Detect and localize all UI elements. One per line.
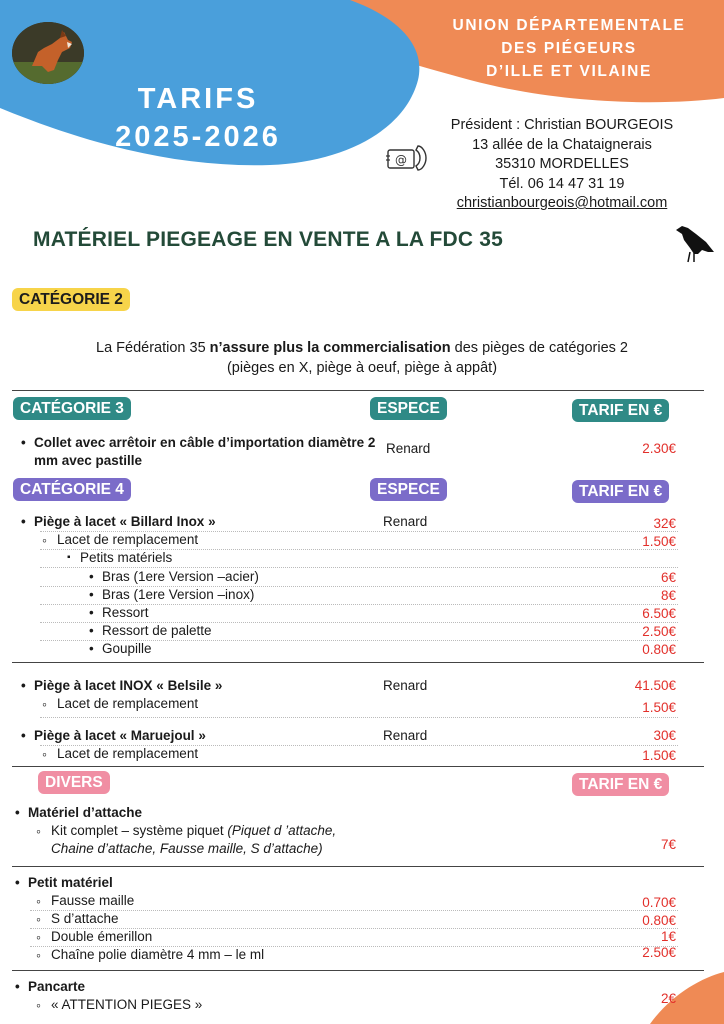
kit-text: Kit complet – système piquet [51,823,228,838]
category-2-note [40,338,684,378]
kit-price: 7€ [660,837,676,852]
petit-row: ◦ S d’attache [51,910,119,928]
note-bold: n’assure plus la commercialisation [209,340,451,356]
tarifs-label: TARIFS [137,83,259,115]
row-separator [30,910,678,911]
collet-price: 2.30€ [642,441,676,456]
email-link[interactable]: christianbourgeois@hotmail.com [456,195,668,211]
divider [12,766,704,767]
petit-price: 0.80€ [642,913,676,928]
maruejoul-lacet: ◦ Lacet de remplacement [57,745,198,763]
petit-row: ◦ Chaîne polie diamètre 4 mm – le ml [51,946,264,964]
attache-item: • Matériel d’attache [28,804,142,822]
petit-price: 0.70€ [642,895,676,910]
part-row: • Bras (1ere Version –acier) [102,568,259,586]
note-text: La Fédération 35 [96,340,210,356]
belsile-price: 41.50€ [634,678,676,693]
category-2-badge: CATÉGORIE 2 [12,288,130,311]
billard-item: • Piège à lacet « Billard Inox » [34,513,216,531]
collet-item-line1: • Collet avec arrêtoir en câble d’importation diamètre 2 [34,434,375,452]
crow-icon [672,220,716,266]
petit-price: 1€ [660,929,676,944]
belsile-item: • Piège à lacet INOX « Belsile » [34,677,222,695]
petit-price: 2.50€ [642,945,676,960]
tarif-header-4: TARIF EN € [572,480,669,503]
belsile-lacet: ◦ Lacet de remplacement [57,695,198,713]
kit-detail: (Piquet d ’attache, [227,823,337,838]
belsile-lacet-price: 1.50€ [642,700,676,715]
petit-row: ◦ Fausse maille [51,892,134,910]
pancarte-item: • Pancarte [28,978,85,996]
petits-materiels: ▪ Petits matériels [80,549,172,567]
kit-complet [51,822,336,840]
pancarte-price: 2€ [660,991,676,1006]
divider [12,662,704,663]
part-row: • Ressort [102,604,149,622]
part-row: • Ressort de palette [102,622,212,640]
maruejoul-item: • Piège à lacet « Maruejoul » [34,727,206,745]
belsile-species: Renard [383,678,428,693]
org-line-1: UNION DÉPARTEMENTALE [452,17,686,34]
divider [12,970,704,971]
divers-badge: DIVERS [38,771,110,794]
part-price: 6.50€ [642,606,676,621]
divider [12,390,704,391]
billard-lacet: ◦ Lacet de remplacement [57,531,198,549]
maruejoul-lacet-price: 1.50€ [642,748,676,763]
kit-detail-line2: Chaine d’attache, Fausse maille, S d’attache) [51,841,323,856]
tarifs-year: 2025-2026 [115,121,281,153]
maruejoul-species: Renard [383,728,428,743]
email-phone-icon [386,142,430,174]
pancarte-sub: ◦ « ATTENTION PIEGES » [51,996,202,1014]
tarif-header: TARIF EN € [572,399,669,422]
address-line-2: 35310 MORDELLES [495,156,629,172]
petit-row: ◦ Double émerillon [51,928,152,946]
row-separator [40,717,678,718]
collet-item-line2: mm avec pastille [34,453,143,468]
part-price: 6€ [660,570,676,585]
phone-number: Tél. 06 14 47 31 19 [499,175,625,192]
page-title: MATÉRIEL PIEGEAGE EN VENTE A LA FDC 35 [33,228,504,251]
org-line-3: D’ILLE ET VILAINE [486,63,652,80]
tarifs-heading [80,80,316,156]
part-price: 8€ [660,588,676,603]
billard-price: 32€ [653,516,676,531]
maruejoul-price: 30€ [653,728,676,743]
part-row: • Bras (1ere Version –inox) [102,586,254,604]
organization-name [430,14,708,83]
part-price: 0.80€ [642,642,676,657]
billard-lacet-price: 1.50€ [642,534,676,549]
svg-text:@: @ [395,153,407,167]
fox-photo [12,22,84,84]
president: Président : Christian BOURGEOIS [450,117,674,133]
tarif-header-divers: TARIF EN € [572,773,669,796]
category-3-badge: CATÉGORIE 3 [13,397,131,420]
org-line-2: DES PIÉGEURS [501,40,637,57]
category-4-badge: CATÉGORIE 4 [13,478,131,501]
billard-species: Renard [383,514,428,529]
collet-species: Renard [386,441,431,456]
note-text-end: des pièges de catégories 2 [450,340,628,356]
note-line-2: (pièges en X, piège à oeuf, piège à appât) [226,360,498,376]
part-price: 2.50€ [642,624,676,639]
espece-header: ESPECE [370,397,447,420]
address-line-1: 13 allée de la Chataignerais [472,136,652,153]
divider [12,866,704,867]
espece-header-4: ESPECE [370,478,447,501]
petit-materiel-item: • Petit matériel [28,874,113,892]
contact-block [430,116,694,214]
part-row: • Goupille [102,640,152,658]
